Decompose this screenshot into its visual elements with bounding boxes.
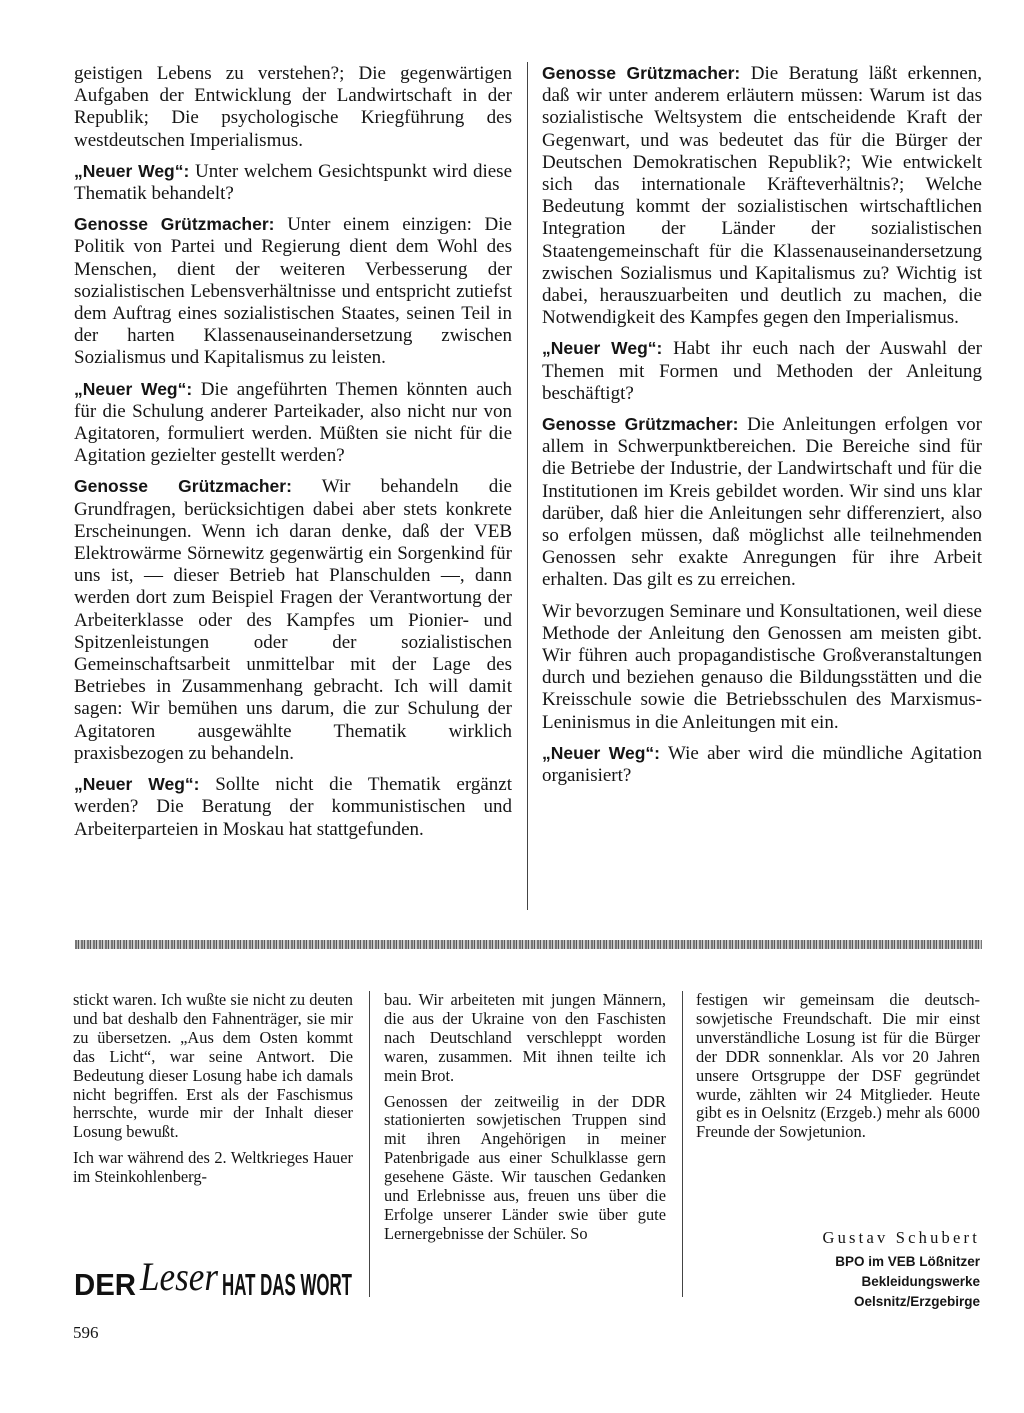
author-affiliation: Bekleidungswerke (861, 1274, 980, 1289)
paragraph: bau. Wir arbeiteten mit jungen Männern, die aus der Ukraine von den Faschisten nach Deutschland verschleppt worden waren, zusammen. Mit ihnen teilte ich mein Brot. (384, 990, 666, 1085)
paragraph: Ich war während des 2. Weltkrieges Hauer im Steinkohlenberg- (73, 1148, 353, 1187)
paragraph-text: Die angeführten Themen könnten auch für die Schulung anderer Parteikader, also nicht nur von Agitatoren, formuliert werden. Müßten sie nicht für die Agitation gezielter gestellt werden? (74, 378, 513, 467)
paragraph (74, 160, 512, 205)
paragraph (542, 742, 982, 787)
author-name: Gustav Schubert (822, 1228, 980, 1247)
paragraph (74, 773, 512, 841)
speaker-label: „Neuer Weg“: (542, 742, 660, 763)
section-separator (75, 940, 982, 949)
paragraph (74, 378, 512, 468)
paragraph-text: Wir behandeln die Grundfragen, berücksichtigen dabei aber stets konkrete Erscheinungen. Wenn ich daran denke, daß der VEB Elektrowärme Sörnewitz gegenwärtig ein Sorgenkind für uns ist, — dieser Betrieb hat Planschulden —, dann werden dort zum Beispiel Fragen der Verantwortung der Arbeiterklasse oder des Kampfes um Pionier- und Spitzenleistungen oder der sozialistischen Gemeinschaftsarbeit unmittelbar mit der Lage des Betriebes in Zusammenhang gebracht. Ich will damit sagen: Wir bemühen uns darum, die zur Schulung der Agitatoren ausgewählte Thematik wirklich praxisbezogen zu behandeln. (74, 476, 512, 764)
speaker-label: Genosse Grützmacher: (542, 63, 741, 83)
letter-column-2 (384, 991, 666, 1244)
masthead-word-der: DER (74, 1267, 136, 1302)
paragraph-text: Die Anleitungen erfolgen vor allem in Schwerpunktbereichen. Die Bereiche sind für die Betriebe der Industrie, der Landwirtschaft und für die Institutionen im Kreis gebildet worden. Wir sind uns klar darüber, daß hier die Anleitungen sehr differenziert, also so erfolgen müssen, daß möglichst alle teilnehmenden Genossen sehr exakte Anregungen für ihre Arbeit erhalten. Das gilt es zu erreichen. (542, 414, 983, 591)
paragraph-text: geistigen Lebens zu verstehen?; Die gegenwärtigen Aufgaben der Entwicklung der Landwirtschaft in der Republik; Die psychologische Kriegführung des westdeutschen Imperialismus. (74, 63, 512, 151)
paragraph: Genossen der zeitweilig in der DDR stationierten sowjetischen Truppen sind mit ihren Angehörigen in meiner Patenbrigade aus einer Schulklasse gern gesehene Gäste. Wir tauschen Gedanken und Erlebnisse aus, freuen uns über die Erfolge unserer Länder swie über gute Lernergebnisse der Schüler. So (384, 1091, 666, 1243)
paragraph (542, 413, 982, 592)
paragraph-text: Wie aber wird die mündliche Agitation organisiert? (542, 742, 982, 787)
letter-column-3 (696, 991, 980, 1142)
author-affiliation: BPO im VEB Lößnitzer (835, 1254, 980, 1269)
speaker-label: Genosse Grützmacher: (74, 214, 275, 235)
paragraph-text: Unter welchem Gesichtspunkt wird diese Thematik behandelt? (74, 160, 513, 205)
paragraph (74, 475, 512, 765)
speaker-label: „Neuer Weg“: (74, 774, 200, 795)
paragraph-text: Wir bevorzugen Seminare und Konsultationen, weil diese Methode der Anleitung den Genossen am meisten gibt. Wir führen auch propagandistische Großveranstaltungen durch und beziehen genauso die Bildungsstätten und die Kreisschule sowie die Betriebsschulen des Marxismus-Leninismus in die Anleitungen mit ein. (542, 600, 982, 733)
paragraph: stickt waren. Ich wußte sie nicht zu deuten und bat deshalb den Fahnenträger, sie mir zu übersetzen. „Aus dem Osten kommt das Licht“, war seine Antwort. Die Bedeutung dieser Losung habe ich damals nicht begriffen. Erst als der Faschismus herrschte, wurde mir der Inhalt dieser Losung bewußt. (73, 990, 353, 1142)
column-divider (527, 62, 528, 910)
article-column-left (74, 62, 512, 841)
speaker-label: Genosse Grützmacher: (74, 476, 292, 497)
article-column-right (542, 62, 982, 787)
letter-signature (740, 1228, 980, 1312)
paragraph-text: Unter einem einzigen: Die Politik von Partei und Regierung dient dem Wohl des Menschen, dient der weiteren Verbesserung der sozialistischen Lebensverhältnisse und entspricht zutiefst dem Auftrag eines sozialistischen Staates, seinen Teil in der harten Klassenauseinandersetzung zwischen Sozialismus und Kapitalismus zu leisten. (74, 214, 512, 369)
speaker-label: „Neuer Weg“: (74, 378, 193, 399)
paragraph (74, 62, 512, 152)
masthead-words-hat-das-wort: HAT DAS WORT (222, 1267, 353, 1302)
speaker-label: „Neuer Weg“: (74, 160, 190, 181)
paragraph: festigen wir gemeinsam die deutsch-sowjetische Freundschaft. Die mir einst unverständliche Losung ist für die Bürger der DDR sonnenklar. Als vor 20 Jahren unsere Ortsgruppe der DSF gegründet wurde, zählten wir 24 Mitglieder. Heute gibt es in Oelsnitz (Erzgeb.) mehr als 6000 Freunde der Sowjetunion. (696, 990, 980, 1142)
paragraph (542, 62, 982, 329)
author-location: Oelsnitz/Erzgebirge (853, 1294, 980, 1309)
column-divider (682, 991, 683, 1297)
masthead-logo (74, 1252, 354, 1304)
paragraph-text: Sollte nicht die Thematik ergänzt werden? Die Beratung der kommunistischen und Arbeiterparteien in Moskau hat stattgefunden. (74, 774, 512, 840)
page-number: 596 (73, 1323, 99, 1342)
paragraph (542, 337, 982, 405)
speaker-label: Genosse Grützmacher: (542, 414, 739, 435)
speaker-label: „Neuer Weg“: (542, 338, 663, 359)
column-divider (369, 991, 370, 1297)
paragraph-text: Habt ihr euch nach der Auswahl der Themen mit Formen und Methoden der Anleitung beschäftigt? (542, 338, 983, 404)
paragraph (542, 600, 982, 734)
paragraph-text: Die Beratung läßt erkennen, daß wir unter anderem erläutern müssen: Warum ist das sozialistische Weltsystem die entscheidende Kraft der Gegenwart, und was bedeutet das für die Bürger der Deutschen Demokratischen Republik?; Wie entwickelt sich das internationale Kräfteverhältnis?; Welche Bedeutung kommt der sozialistischen wirtschaftlichen Integration der Länder der sozialistischen Staatengemeinschaft für die Klassenauseinandersetzung zwischen Sozialismus und Kapitalismus zu? Wichtig ist dabei, herauszuarbeiten und deutlich zu machen, die Notwendigkeit des Kampfes gegen den Imperialismus. (542, 63, 983, 329)
letter-column-1 (73, 991, 353, 1187)
masthead-word-leser: Leser (139, 1254, 219, 1299)
paragraph (74, 213, 512, 369)
